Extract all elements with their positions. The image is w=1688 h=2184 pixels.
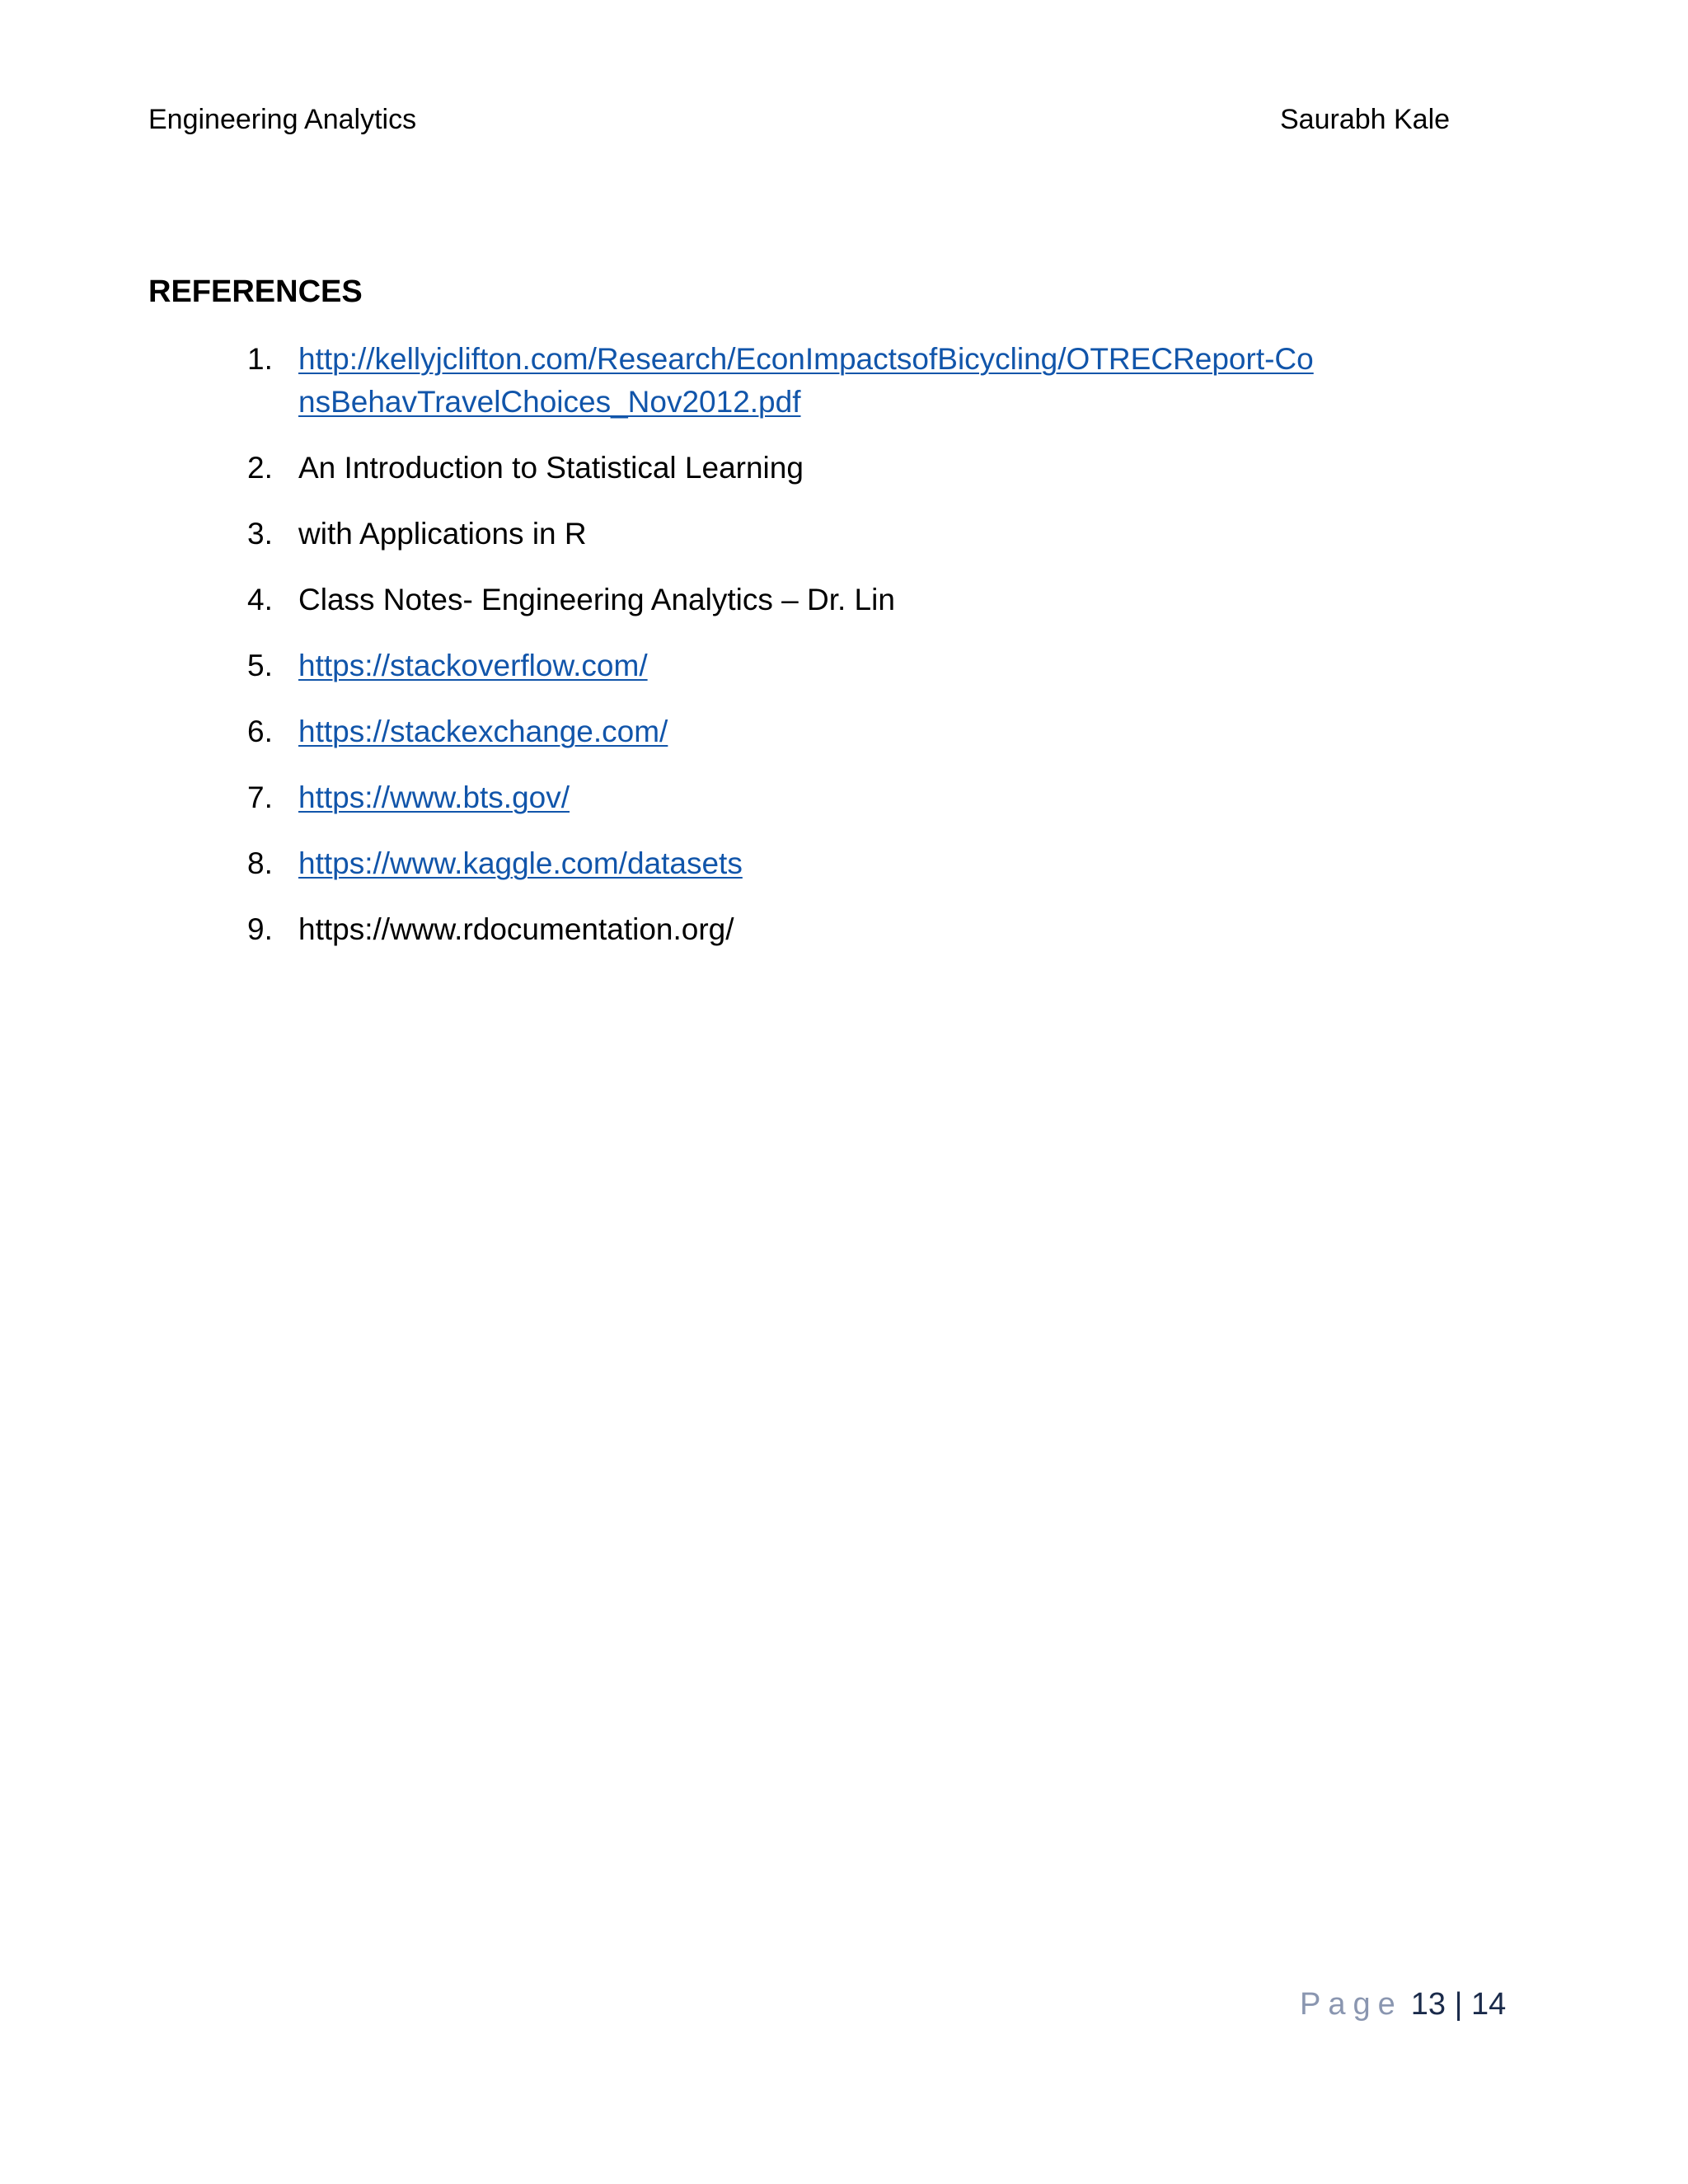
reference-link-stackexchange[interactable]: https://stackexchange.com/ — [298, 715, 668, 748]
reference-text: Class Notes- Engineering Analytics – Dr. Lin — [298, 583, 895, 616]
header-author: Saurabh Kale — [1280, 104, 1451, 135]
reference-link-kellyjclifton[interactable]: http://kellyjclifton.com/Research/EconImpactsofBicycling/OTRECReport-ConsBehavTravelChoices_Nov2012.pdf — [298, 342, 1314, 419]
reference-item-4 — [247, 579, 1319, 621]
reference-number: 6. — [247, 715, 273, 748]
reference-number: 8. — [247, 846, 273, 880]
reference-item-6 — [247, 710, 1319, 753]
reference-number: 3. — [247, 517, 273, 551]
reference-text: https://www.rdocumentation.org/ — [298, 912, 734, 946]
reference-number: 1. — [247, 342, 273, 376]
page-footer — [1300, 1985, 1506, 2024]
reference-item-3 — [247, 513, 1319, 555]
reference-item-2 — [247, 447, 1319, 490]
reference-number: 5. — [247, 649, 273, 682]
reference-number: 4. — [247, 583, 273, 616]
reference-number: 7. — [247, 780, 273, 814]
reference-number: 9. — [247, 912, 273, 946]
reference-text: An Introduction to Statistical Learning — [298, 451, 804, 485]
reference-link-bts[interactable]: https://www.bts.gov/ — [298, 780, 570, 814]
references-list — [247, 338, 1319, 974]
reference-link-stackoverflow[interactable]: https://stackoverflow.com/ — [298, 649, 648, 682]
reference-item-7 — [247, 776, 1319, 819]
reference-text: with Applications in R — [298, 517, 587, 551]
page-label: Page — [1300, 1987, 1403, 2022]
reference-item-1 — [247, 338, 1319, 424]
references-heading: REFERENCES — [148, 274, 363, 309]
page-numbers: 13 | 14 — [1410, 1987, 1507, 2022]
reference-item-9 — [247, 908, 1319, 951]
reference-item-5 — [247, 644, 1319, 687]
reference-item-8 — [247, 842, 1319, 885]
reference-number: 2. — [247, 451, 273, 485]
reference-link-kaggle[interactable]: https://www.kaggle.com/datasets — [298, 846, 743, 880]
header-title: Engineering Analytics — [148, 104, 417, 135]
